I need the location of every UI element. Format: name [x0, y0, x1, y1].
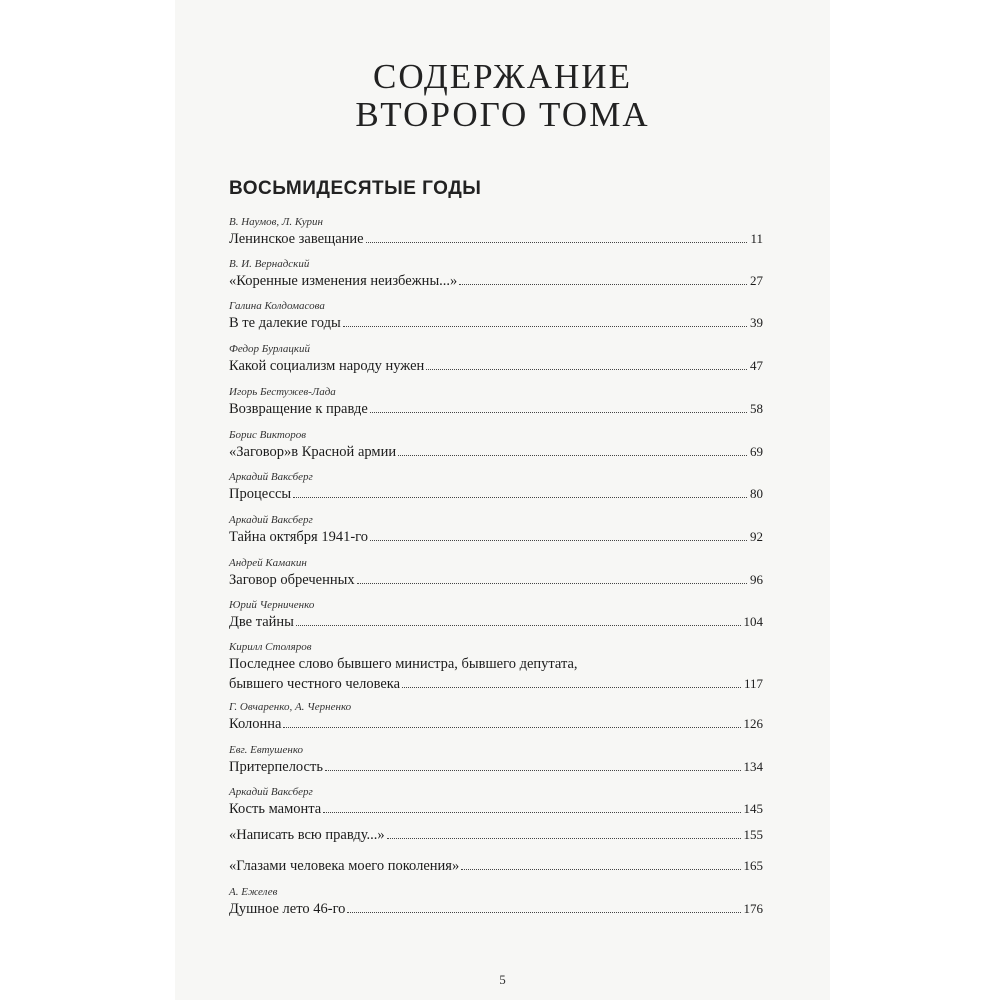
- toc-entry[interactable]: [229, 342, 763, 376]
- toc-entry[interactable]: [229, 299, 763, 333]
- leader-dots: [325, 769, 741, 771]
- entry-page: 96: [750, 572, 763, 587]
- entry-author: Аркадий Ваксберг: [229, 786, 313, 798]
- entry-author: Аркадий Ваксберг: [229, 514, 313, 526]
- leader-dots: [357, 582, 747, 584]
- toc-entry[interactable]: [229, 385, 763, 419]
- entry-page: 11: [750, 231, 763, 246]
- leader-dots: [370, 411, 747, 413]
- toc-entry[interactable]: [229, 257, 763, 291]
- entry-author: Борис Викторов: [229, 429, 307, 441]
- toc-entry[interactable]: [229, 513, 763, 547]
- entry-title: Ленинское завещание: [229, 231, 364, 247]
- entry-author: Аркадий Ваксберг: [229, 471, 313, 483]
- entry-title: «Глазами человека моего поколения»: [229, 858, 460, 874]
- entry-author: Федор Бурлацкий: [229, 343, 311, 355]
- entry-page: 39: [750, 315, 763, 330]
- entry-title: Возвращение к правде: [229, 401, 368, 417]
- page-number: 5: [499, 972, 506, 987]
- entry-page: 80: [750, 486, 763, 501]
- entry-title: Две тайны: [229, 614, 294, 630]
- entry-page: 92: [750, 529, 763, 544]
- section-title: ВОСЬМИДЕСЯТЫЕ ГОДЫ: [229, 178, 482, 199]
- toc-entry[interactable]: [229, 885, 763, 919]
- entry-title: Процессы: [229, 486, 292, 502]
- entry-author: Кирилл Столяров: [229, 641, 312, 653]
- entry-title: «Заговор»в Красной армии: [229, 444, 397, 460]
- entry-title: бывшего честного человека: [229, 676, 401, 692]
- entry-title: Притерпелость: [229, 759, 323, 775]
- entry-author: Андрей Камакин: [229, 557, 307, 569]
- entry-page: 117: [743, 676, 763, 691]
- entry-title: Заговор обреченных: [229, 572, 355, 588]
- leader-dots: [461, 868, 740, 870]
- entry-title: Кость мамонта: [229, 801, 322, 817]
- toc-entry[interactable]: [229, 470, 763, 504]
- toc-entry[interactable]: [229, 640, 763, 694]
- leader-dots: [398, 454, 747, 456]
- entry-page: 69: [750, 444, 763, 459]
- entry-author: Галина Колдомасова: [229, 300, 325, 312]
- leader-dots: [426, 368, 747, 370]
- leader-dots: [296, 624, 741, 626]
- leader-dots: [283, 726, 740, 728]
- entry-page: 155: [743, 827, 763, 842]
- toc-entry[interactable]: [229, 785, 763, 819]
- entry-title: «Коренные изменения неизбежны...»: [229, 273, 458, 289]
- entry-author: Евг. Евтушенко: [229, 744, 304, 756]
- entry-author: В. Наумов, Л. Курин: [229, 216, 323, 228]
- leader-dots: [323, 811, 740, 813]
- entry-title: Колонна: [229, 716, 282, 732]
- leader-dots: [366, 241, 748, 243]
- leader-dots: [459, 283, 747, 285]
- heading-line-1: СОДЕРЖАНИЕ: [373, 57, 632, 96]
- leader-dots: [347, 911, 740, 913]
- entry-page: 126: [743, 716, 763, 731]
- entry-page: 145: [743, 801, 763, 816]
- leader-dots: [370, 539, 747, 541]
- entry-title: «Написать всю правду...»: [229, 827, 385, 843]
- leader-dots: [402, 686, 741, 688]
- entry-author: В. И. Вернадский: [229, 258, 310, 270]
- toc-entry[interactable]: [229, 743, 763, 777]
- toc-entry[interactable]: [229, 215, 763, 249]
- leader-dots: [343, 325, 747, 327]
- entry-author: А. Ежелев: [229, 886, 278, 898]
- contents-heading: [175, 58, 830, 134]
- toc-entry[interactable]: [229, 428, 763, 462]
- entry-page: 58: [750, 401, 763, 416]
- toc-entry[interactable]: [229, 556, 763, 590]
- entry-title: Какой социализм народу нужен: [229, 358, 425, 374]
- toc-entry[interactable]: [229, 598, 763, 632]
- toc-entry[interactable]: [229, 700, 763, 734]
- entry-author: Г. Овчаренко, А. Черненко: [229, 701, 352, 713]
- entry-page: 104: [743, 614, 763, 629]
- entry-page: 165: [743, 858, 763, 873]
- heading-line-2: ВТОРОГО ТОМА: [355, 95, 650, 134]
- entry-title: В те далекие годы: [229, 315, 341, 331]
- leader-dots: [293, 496, 747, 498]
- entry-author: Игорь Бестужев-Лада: [229, 386, 336, 398]
- entry-title: Душное лето 46-го: [229, 901, 346, 917]
- toc-entry[interactable]: [229, 825, 763, 845]
- entry-title: Тайна октября 1941-го: [229, 529, 369, 545]
- entry-title-line-1: Последнее слово бывшего министра, бывшего депутата,: [229, 656, 578, 672]
- toc-entry[interactable]: [229, 856, 763, 876]
- entry-page: 47: [750, 358, 763, 373]
- entry-author: Юрий Черниченко: [229, 599, 315, 611]
- entry-page: 134: [743, 759, 763, 774]
- entry-page: 27: [750, 273, 763, 288]
- leader-dots: [387, 837, 741, 839]
- entry-page: 176: [743, 901, 763, 916]
